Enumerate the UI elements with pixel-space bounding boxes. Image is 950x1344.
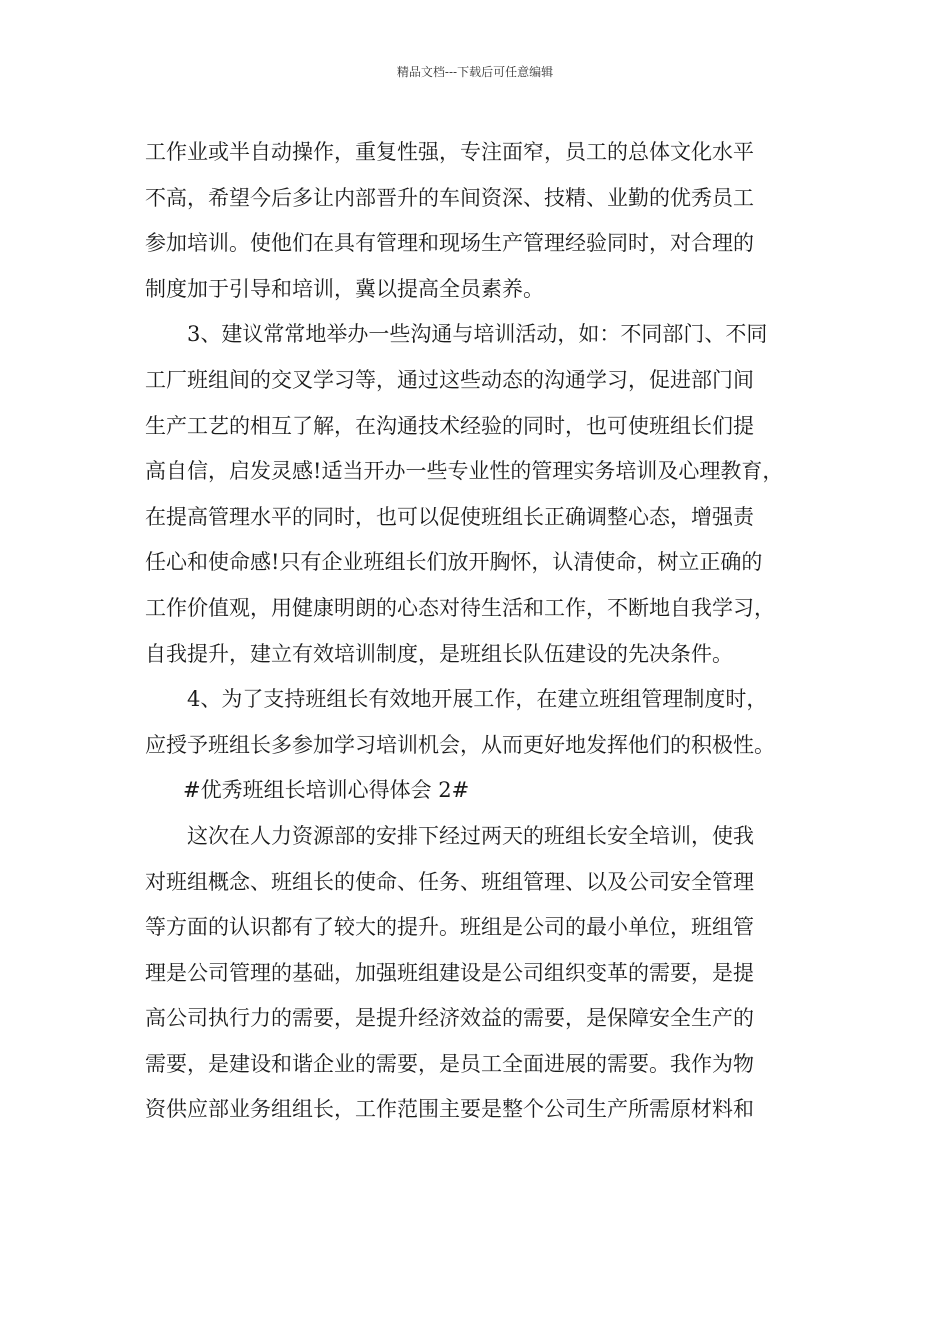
text-line: 4、为了支持班组长有效地开展工作，在建立班组管理制度时， xyxy=(187,687,768,712)
text-line: 高公司执行力的需要，是提升经济效益的需要，是保障安全生产的 xyxy=(145,1006,754,1031)
text-line: 资供应部业务组组长，工作范围主要是整个公司生产所需原材料和 xyxy=(145,1097,754,1122)
text-line: 生产工艺的相互了解，在沟通技术经验的同时，也可使班组长们提 xyxy=(145,413,754,438)
text-line: 自我提升，建立有效培训制度，是班组长队伍建设的先决条件。 xyxy=(145,641,733,666)
text-line: 工厂班组间的交叉学习等，通过这些动态的沟通学习，促进部门间 xyxy=(145,367,754,392)
text-line: 高自信，启发灵感!适当开办一些专业性的管理实务培训及心理教育， xyxy=(145,459,784,484)
page-header: 精品文档---下载后可任意编辑 xyxy=(396,65,554,79)
section-heading: #优秀班组长培训心得体会 2# xyxy=(183,778,470,803)
text-line: 需要，是建设和谐企业的需要，是员工全面进展的需要。我作为物 xyxy=(145,1051,754,1076)
text-line: 3、建议常常地举办一些沟通与培训活动，如：不同部门、不同 xyxy=(187,322,768,347)
text-line: 参加培训。使他们在具有管理和现场生产管理经验同时，对合理的 xyxy=(145,231,754,256)
text-line: 这次在人力资源部的安排下经过两天的班组长安全培训，使我 xyxy=(187,823,754,848)
text-line: 工作价值观，用健康明朗的心态对待生活和工作，不断地自我学习， xyxy=(145,595,775,620)
text-line: 工作业或半自动操作，重复性强，专注面窄，员工的总体文化水平 xyxy=(145,140,754,164)
text-line: 等方面的认识都有了较大的提升。班组是公司的最小单位，班组管 xyxy=(145,915,754,940)
text-line: 任心和使命感!只有企业班组长们放开胸怀，认清使命，树立正确的 xyxy=(145,550,763,575)
document-body xyxy=(145,130,825,1133)
text-line: 对班组概念、班组长的使命、任务、班组管理、以及公司安全管理 xyxy=(145,869,754,894)
text-line: 理是公司管理的基础，加强班组建设是公司组织变革的需要，是提 xyxy=(145,960,754,985)
text-line: 在提高管理水平的同时，也可以促使班组长正确调整心态，增强责 xyxy=(145,504,754,529)
text-line: 不高，希望今后多让内部晋升的车间资深、技精、业勤的优秀员工 xyxy=(145,185,754,210)
text-line: 制度加于引导和培训，冀以提高全员素养。 xyxy=(145,276,544,301)
text-line: 应授予班组长多参加学习培训机会，从而更好地发挥他们的积极性。 xyxy=(145,732,775,757)
